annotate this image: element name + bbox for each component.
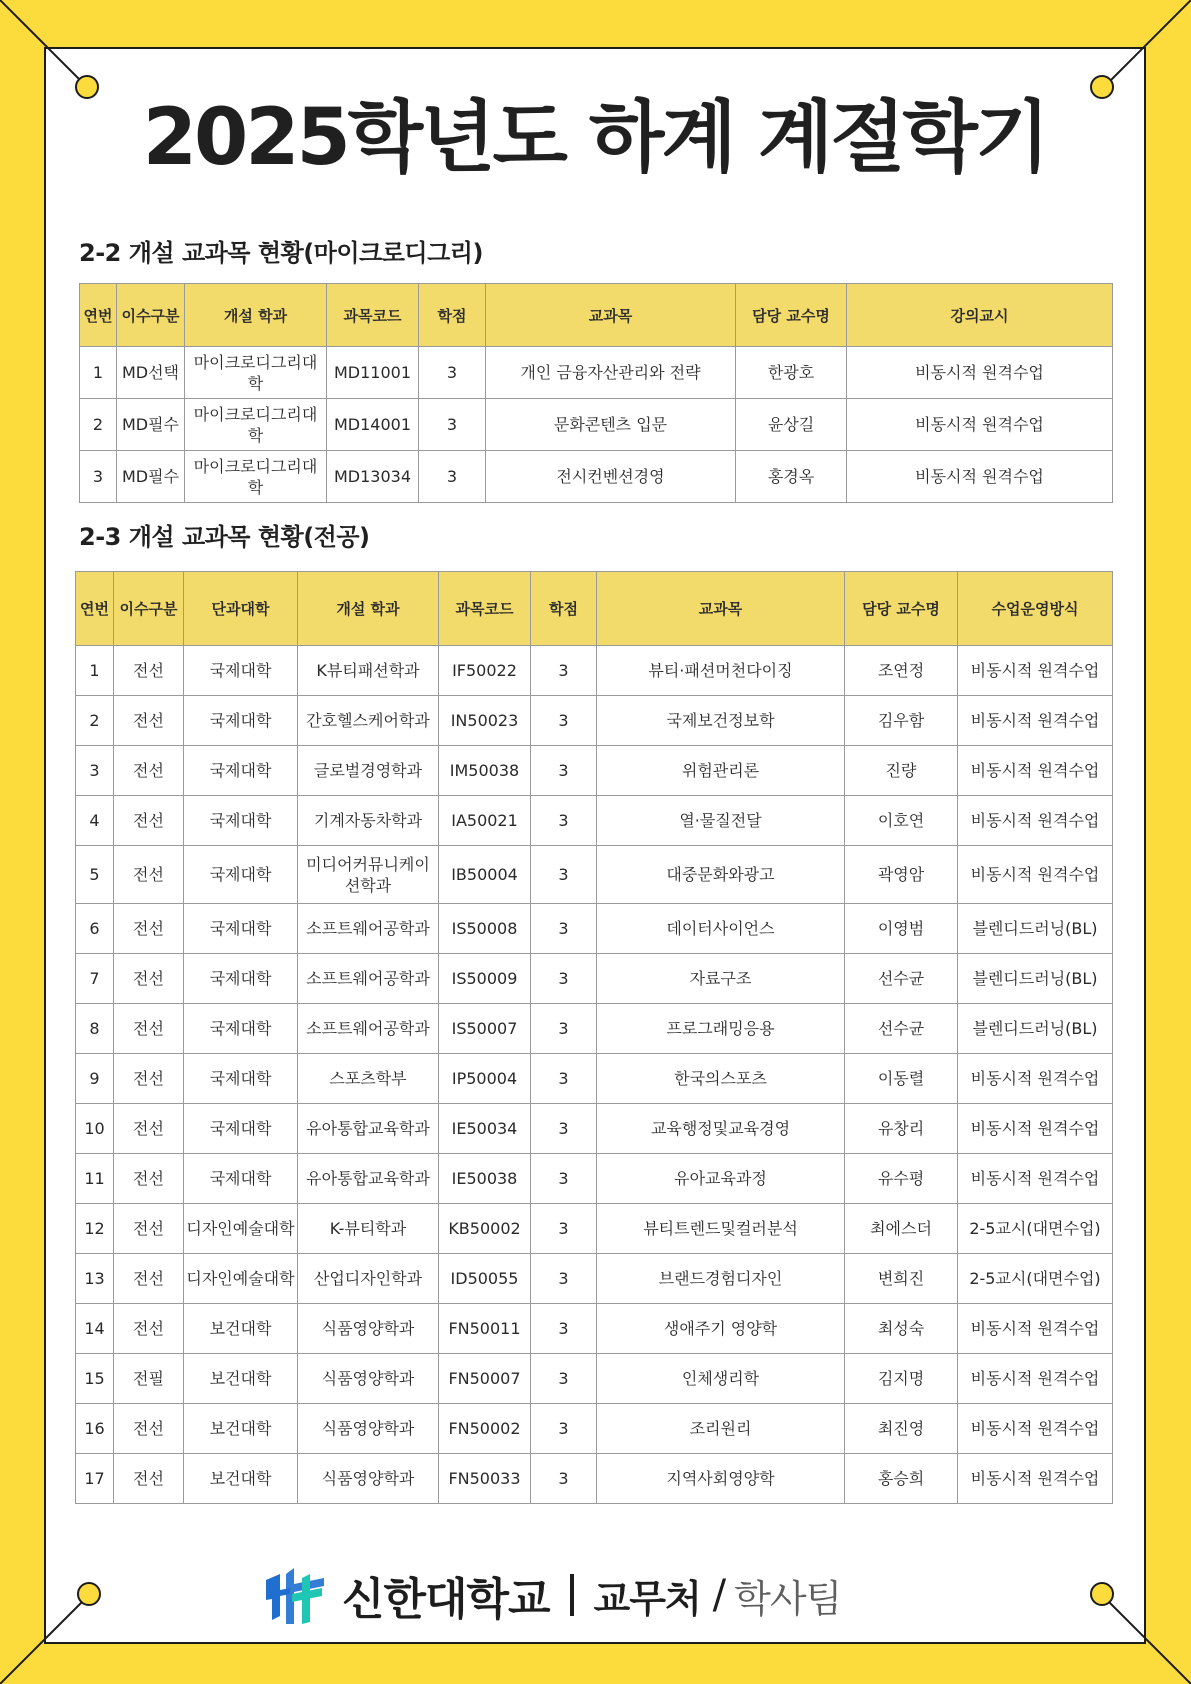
table-cell: 변희진 [845,1254,958,1304]
table-row [76,746,1113,796]
table-row [76,796,1113,846]
table-cell: 곽영암 [845,846,958,904]
column-header: 연번 [80,284,117,347]
table-cell: 비동시적 원격수업 [958,696,1113,746]
table-cell: 최에스더 [845,1204,958,1254]
table-cell: 윤상길 [736,399,847,451]
table-cell: 국제대학 [184,904,298,954]
table-cell: 미디어커뮤니케이션학과 [298,846,439,904]
table-cell: 7 [76,954,114,1004]
table-cell: 식품영양학과 [298,1404,439,1454]
column-header: 교과목 [486,284,736,347]
table-cell: 2-5교시(대면수업) [958,1204,1113,1254]
university-logo-icon [262,1564,328,1626]
table-cell: 3 [531,746,597,796]
table-cell: MD14001 [327,399,419,451]
table-cell: IB50004 [439,846,531,904]
table-cell: 3 [531,646,597,696]
table-cell: 프로그래밍응용 [597,1004,845,1054]
table-cell: 3 [531,904,597,954]
table-cell: 비동시적 원격수업 [958,1104,1113,1154]
table-header-row [76,572,1113,646]
column-header: 수업운영방식 [958,572,1113,646]
table-cell: 비동시적 원격수업 [847,399,1113,451]
table-cell: KB50002 [439,1204,531,1254]
table-cell: 산업디자인학과 [298,1254,439,1304]
table-cell: MD13034 [327,451,419,503]
table-cell: FN50033 [439,1454,531,1504]
table-cell: 3 [531,1154,597,1204]
table-row [76,646,1113,696]
table-cell: 3 [531,1204,597,1254]
table-cell: IA50021 [439,796,531,846]
table-cell: 보건대학 [184,1454,298,1504]
table-cell: 2 [80,399,117,451]
table-cell: 비동시적 원격수업 [847,347,1113,399]
table-cell: 국제대학 [184,1104,298,1154]
table-cell: 비동시적 원격수업 [958,1354,1113,1404]
table-row [76,1204,1113,1254]
page-title: 2025학년도 하계 계절학기 [142,93,1048,183]
table-row [76,954,1113,1004]
table-cell: 전선 [114,696,184,746]
table-cell: 전선 [114,1254,184,1304]
table-cell: 전선 [114,796,184,846]
table-cell: 2 [76,696,114,746]
table-cell: 3 [419,347,486,399]
table-cell: IP50004 [439,1054,531,1104]
table-cell: ID50055 [439,1254,531,1304]
table-row [76,1304,1113,1354]
column-header: 개설 학과 [298,572,439,646]
table-cell: 비동시적 원격수업 [958,646,1113,696]
table-cell: IS50009 [439,954,531,1004]
table-row [76,1254,1113,1304]
table-cell: 15 [76,1354,114,1404]
table-cell: 전선 [114,1104,184,1154]
table-cell: 블렌디드러닝(BL) [958,904,1113,954]
table-cell: 국제대학 [184,1154,298,1204]
column-header: 강의교시 [847,284,1113,347]
table-cell: 조연정 [845,646,958,696]
table-cell: IF50022 [439,646,531,696]
table-cell: 유아교육과정 [597,1154,845,1204]
table-cell: 비동시적 원격수업 [847,451,1113,503]
table-cell: 대중문화와광고 [597,846,845,904]
section-title-microdegree: 2-2 개설 교과목 현황(마이크로디그리) [79,239,483,267]
table-cell: 선수균 [845,954,958,1004]
table-cell: 한국의스포츠 [597,1054,845,1104]
table-cell: 전필 [114,1354,184,1404]
column-header: 학점 [531,572,597,646]
table-cell: 비동시적 원격수업 [958,1304,1113,1354]
major-courses-table [75,571,1113,1504]
table-cell: 전시컨벤션경영 [486,451,736,503]
table-row [76,1154,1113,1204]
table-cell: 이호연 [845,796,958,846]
table-cell: 유아통합교육학과 [298,1104,439,1154]
table-row [76,1404,1113,1454]
table-cell: 14 [76,1304,114,1354]
table-cell: MD선택 [117,347,185,399]
table-cell: 비동시적 원격수업 [958,1054,1113,1104]
table-cell: 뷰티·패션머천다이징 [597,646,845,696]
table-cell: 전선 [114,1004,184,1054]
table-cell: 3 [531,1354,597,1404]
table-cell: 전선 [114,1054,184,1104]
table-cell: 최성숙 [845,1304,958,1354]
table-cell: 선수균 [845,1004,958,1054]
university-name: 신한대학교 [342,1574,550,1625]
table-cell: 전선 [114,1454,184,1504]
table-cell: 8 [76,1004,114,1054]
table-cell: 인체생리학 [597,1354,845,1404]
separator: / [712,1572,727,1618]
table-cell: 교육행정및교육경영 [597,1104,845,1154]
column-header: 담당 교수명 [845,572,958,646]
table-cell: 3 [531,1304,597,1354]
table-cell: 디자인예술대학 [184,1254,298,1304]
table-cell: 3 [531,1004,597,1054]
table-cell: 전선 [114,1404,184,1454]
table-cell: 국제대학 [184,1054,298,1104]
table-cell: 3 [531,1254,597,1304]
table-cell: K뷰티패션학과 [298,646,439,696]
table-cell: MD필수 [117,451,185,503]
table-cell: 위험관리론 [597,746,845,796]
table-cell: K-뷰티학과 [298,1204,439,1254]
table-cell: 뷰티트렌드및컬러분석 [597,1204,845,1254]
table-cell: 기계자동차학과 [298,796,439,846]
table-cell: IM50038 [439,746,531,796]
table-cell: 마이크로디그리대학 [185,451,327,503]
table-cell: 3 [80,451,117,503]
table-cell: 13 [76,1254,114,1304]
table-cell: 3 [531,1454,597,1504]
table-cell: 16 [76,1404,114,1454]
table-cell: 국제대학 [184,696,298,746]
table-cell: 마이크로디그리대학 [185,347,327,399]
column-header: 개설 학과 [185,284,327,347]
column-header: 과목코드 [327,284,419,347]
table-cell: 보건대학 [184,1354,298,1404]
table-cell: 한광호 [736,347,847,399]
table-cell: 전선 [114,746,184,796]
column-header: 담당 교수명 [736,284,847,347]
table-cell: 전선 [114,1154,184,1204]
table-row [76,1354,1113,1404]
table-cell: 보건대학 [184,1304,298,1354]
table-cell: 이영범 [845,904,958,954]
table-cell: 진량 [845,746,958,796]
column-header: 연번 [76,572,114,646]
table-cell: MD필수 [117,399,185,451]
table-cell: 열·물질전달 [597,796,845,846]
table-cell: 소프트웨어공학과 [298,954,439,1004]
table-cell: FN50002 [439,1404,531,1454]
table-cell: 블렌디드러닝(BL) [958,1004,1113,1054]
table-row [80,347,1113,399]
table-cell: 브랜드경험디자인 [597,1254,845,1304]
table-cell: 유수평 [845,1154,958,1204]
table-cell: 마이크로디그리대학 [185,399,327,451]
table-header-row [80,284,1113,347]
table-cell: 소프트웨어공학과 [298,1004,439,1054]
team-name: 학사팀 [734,1576,842,1621]
table-cell: IS50007 [439,1004,531,1054]
column-header: 학점 [419,284,486,347]
table-row [76,846,1113,904]
section-title-major: 2-3 개설 교과목 현황(전공) [79,523,370,551]
table-cell: 식품영양학과 [298,1304,439,1354]
table-cell: 11 [76,1154,114,1204]
table-row [76,1454,1113,1504]
table-cell: 3 [531,796,597,846]
table-cell: 3 [419,399,486,451]
column-header: 단과대학 [184,572,298,646]
table-cell: 전선 [114,954,184,1004]
table-cell: 9 [76,1054,114,1104]
table-cell: 1 [76,646,114,696]
table-cell: 홍승희 [845,1454,958,1504]
table-cell: 디자인예술대학 [184,1204,298,1254]
table-cell: 3 [531,846,597,904]
table-cell: 3 [531,954,597,1004]
table-cell: 홍경옥 [736,451,847,503]
table-row [76,696,1113,746]
column-header: 이수구분 [117,284,185,347]
table-cell: 국제대학 [184,746,298,796]
table-cell: 간호헬스케어학과 [298,696,439,746]
table-cell: IS50008 [439,904,531,954]
table-cell: 글로벌경영학과 [298,746,439,796]
table-cell: 김지명 [845,1354,958,1404]
table-cell: 비동시적 원격수업 [958,1404,1113,1454]
table-cell: 5 [76,846,114,904]
table-cell: 지역사회영양학 [597,1454,845,1504]
table-cell: IN50023 [439,696,531,746]
table-cell: 전선 [114,1304,184,1354]
table-cell: 전선 [114,646,184,696]
table-cell: 국제대학 [184,796,298,846]
table-cell: 3 [531,696,597,746]
table-cell: 국제대학 [184,954,298,1004]
table-cell: 비동시적 원격수업 [958,746,1113,796]
table-cell: 3 [531,1104,597,1154]
table-cell: IE50038 [439,1154,531,1204]
table-cell: 비동시적 원격수업 [958,1454,1113,1504]
table-cell: 문화콘텐츠 입문 [486,399,736,451]
table-cell: 3 [531,1054,597,1104]
table-cell: FN50007 [439,1354,531,1404]
table-cell: 국제대학 [184,646,298,696]
table-cell: 3 [531,1404,597,1454]
table-row [76,904,1113,954]
table-row [80,451,1113,503]
table-cell: 10 [76,1104,114,1154]
table-cell: 김우함 [845,696,958,746]
divider [570,1574,574,1616]
table-cell: 비동시적 원격수업 [958,796,1113,846]
table-cell: 유아통합교육학과 [298,1154,439,1204]
table-cell: 4 [76,796,114,846]
table-cell: 식품영양학과 [298,1454,439,1504]
table-cell: 자료구조 [597,954,845,1004]
table-cell: 스포츠학부 [298,1054,439,1104]
table-row [76,1054,1113,1104]
table-cell: 국제대학 [184,1004,298,1054]
table-cell: 개인 금융자산관리와 전략 [486,347,736,399]
table-cell: 국제대학 [184,846,298,904]
table-cell: 전선 [114,904,184,954]
table-cell: 블렌디드러닝(BL) [958,954,1113,1004]
table-cell: 최진영 [845,1404,958,1454]
office-name: 교무처 [593,1576,701,1621]
table-cell: 1 [80,347,117,399]
table-cell: 전선 [114,846,184,904]
table-cell: 비동시적 원격수업 [958,846,1113,904]
table-row [76,1004,1113,1054]
table-cell: MD11001 [327,347,419,399]
table-cell: 12 [76,1204,114,1254]
table-cell: 전선 [114,1204,184,1254]
table-cell: 유창리 [845,1104,958,1154]
table-cell: 17 [76,1454,114,1504]
footer-brand [262,1560,841,1630]
table-cell: 보건대학 [184,1404,298,1454]
table-cell: 6 [76,904,114,954]
table-cell: 데이터사이언스 [597,904,845,954]
table-row [76,1104,1113,1154]
table-cell: 이동렬 [845,1054,958,1104]
table-cell: FN50011 [439,1304,531,1354]
table-row [80,399,1113,451]
table-cell: 3 [76,746,114,796]
column-header: 과목코드 [439,572,531,646]
table-cell: IE50034 [439,1104,531,1154]
table-cell: 생애주기 영양학 [597,1304,845,1354]
table-cell: 식품영양학과 [298,1354,439,1404]
table-cell: 소프트웨어공학과 [298,904,439,954]
table-cell: 조리원리 [597,1404,845,1454]
column-header: 이수구분 [114,572,184,646]
table-cell: 국제보건정보학 [597,696,845,746]
table-cell: 비동시적 원격수업 [958,1154,1113,1204]
column-header: 교과목 [597,572,845,646]
microdegree-table [79,283,1113,503]
table-cell: 2-5교시(대면수업) [958,1254,1113,1304]
table-cell: 3 [419,451,486,503]
